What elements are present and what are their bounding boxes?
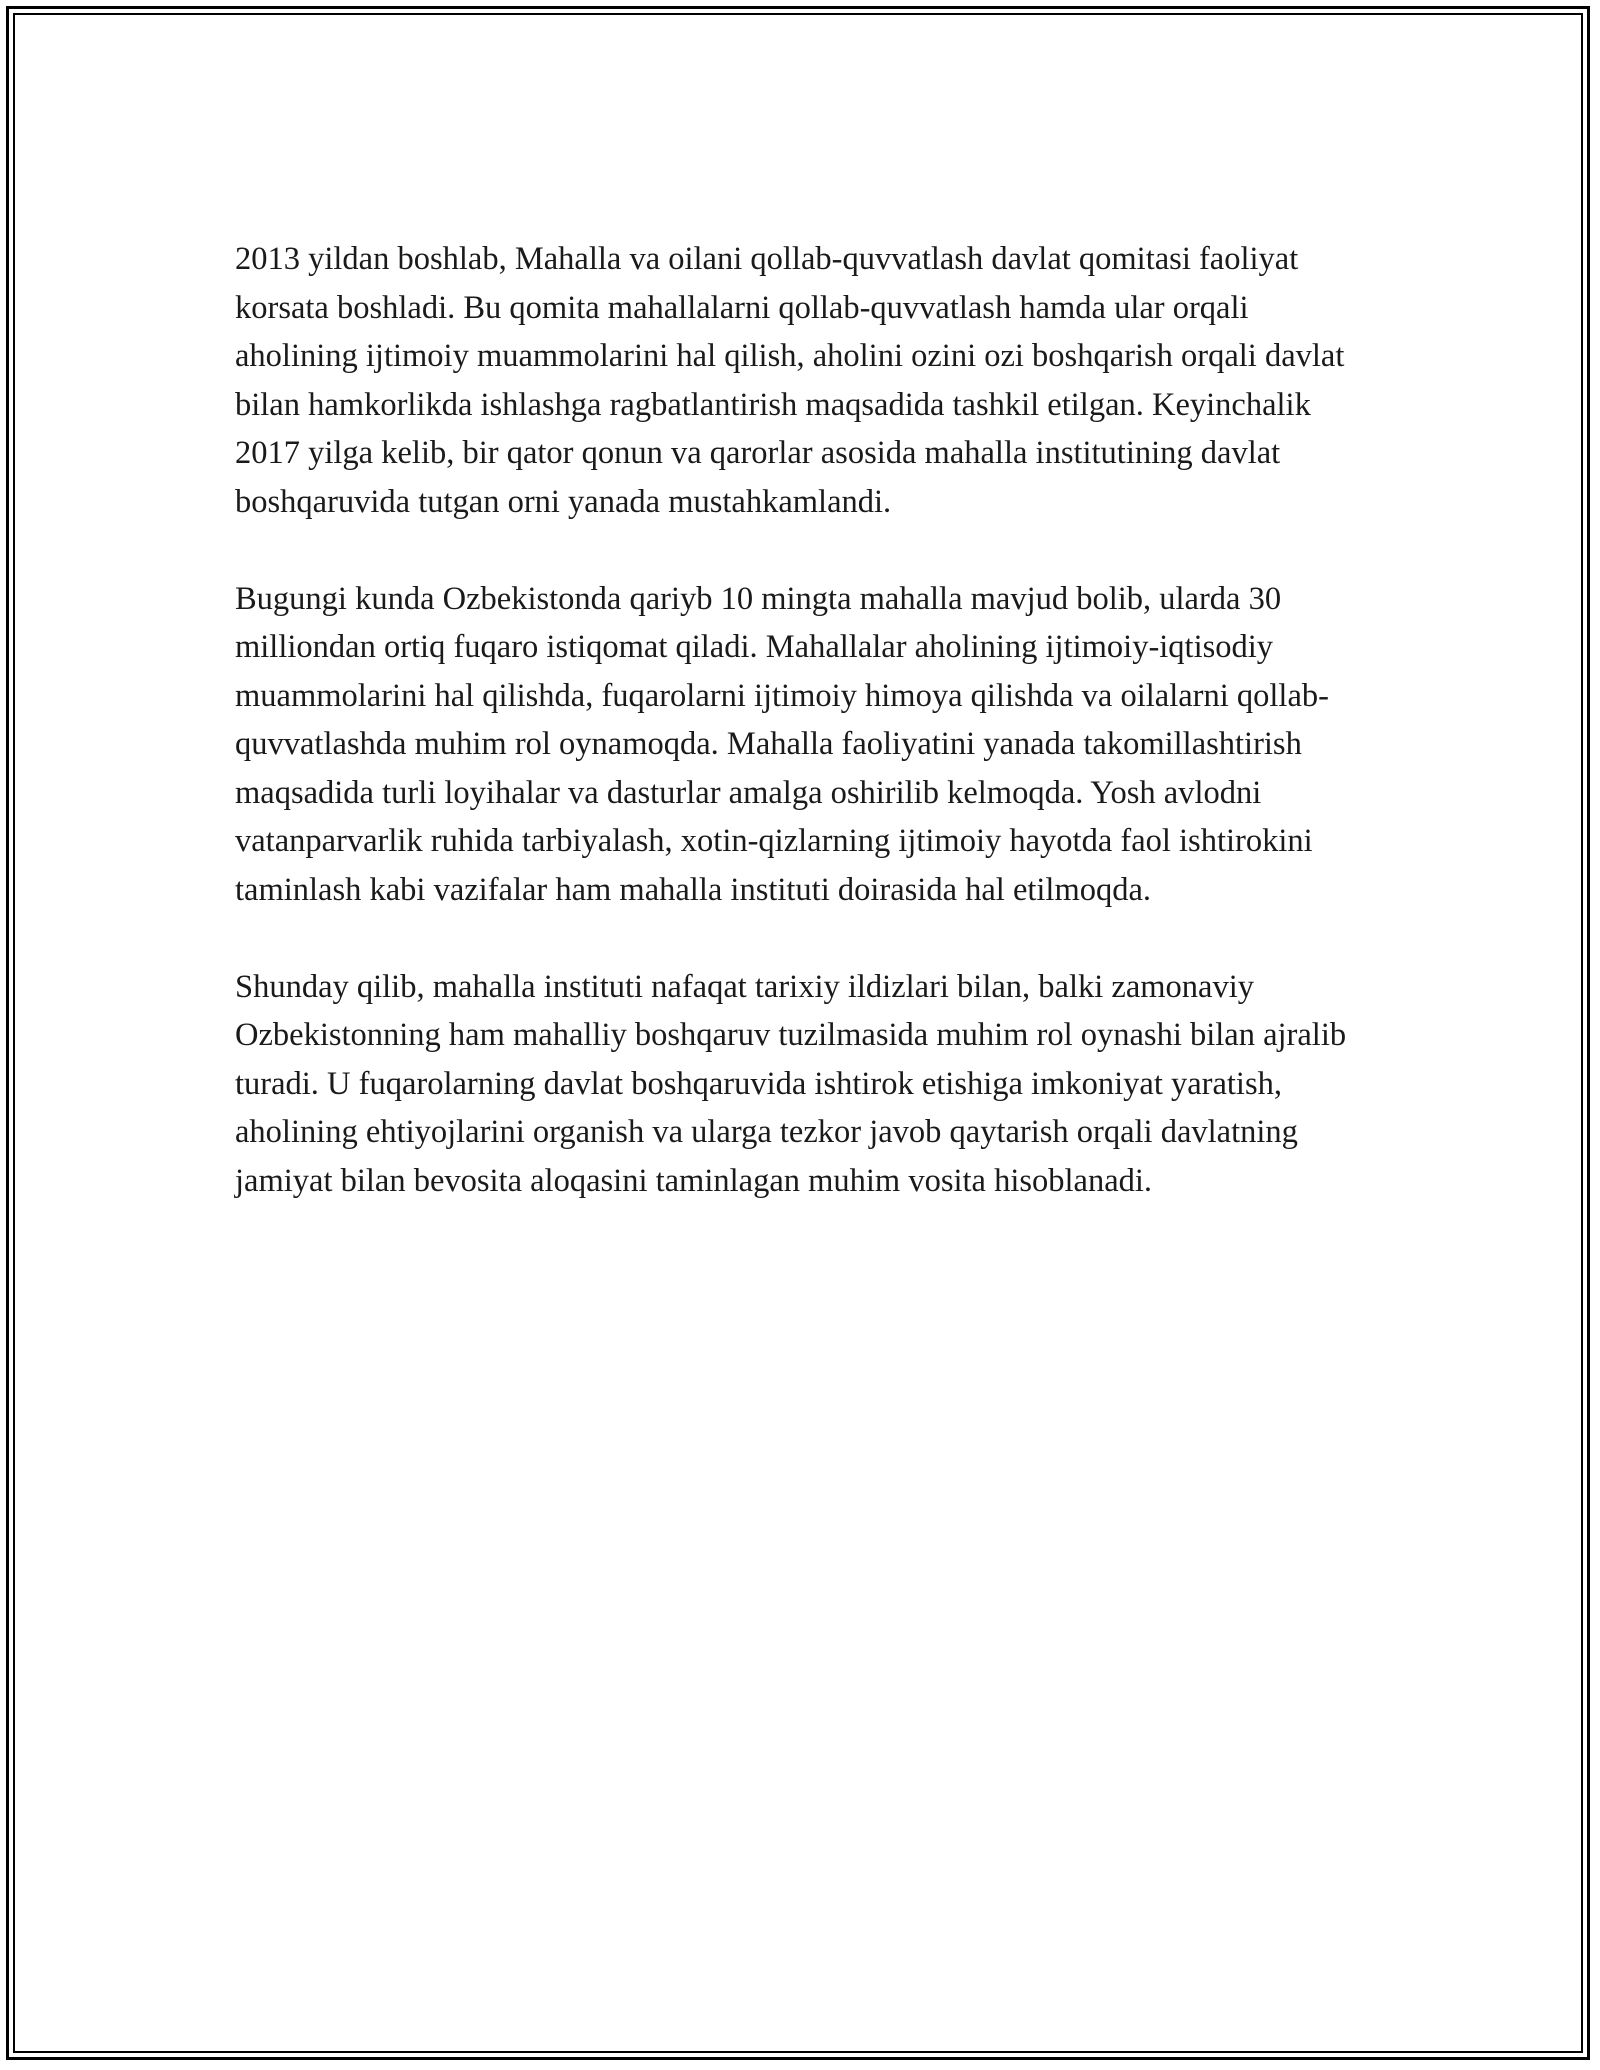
- document-body: [235, 235, 1375, 1205]
- paragraph-1: 2013 yildan boshlab, Mahalla va oilani qollab-quvvatlash davlat qomitasi faoliyat korsata boshladi. Bu qomita mahallalarni qollab-quvvatlash hamda ular orqali aholining ijtimoiy muammolarini hal qilish, aholini ozini ozi boshqarish orqali davlat bilan hamkorlikda ishlashga ragbatlantirish maqsadida tashkil etilgan. Keyinchalik 2017 yilga kelib, bir qator qonun va qarorlar asosida mahalla institutining davlat boshqaruvida tutgan orni yanada mustahkamlandi.: [235, 241, 1345, 520]
- paragraph-2: Bugungi kunda Ozbekistonda qariyb 10 mingta mahalla mavjud bolib, ularda 30 milliondan ortiq fuqaro istiqomat qiladi. Mahallalar aholining ijtimoiy-iqtisodiy muammolarini hal qilishda, fuqarolarni ijtimoiy himoya qilishda va oilalarni qollab-quvvatlashda muhim rol oynamoqda. Mahalla faoliyatini yanada takomillashtirish maqsadida turli loyihalar va dasturlar amalga oshirilib kelmoqda. Yosh avlodni vatanparvarlik ruhida tarbiyalash, xotin-qizlarning ijtimoiy hayotda faol ishtirokini taminlash kabi vazifalar ham mahalla instituti doirasida hal etilmoqda.: [235, 580, 1329, 908]
- paragraph-3: Shunday qilib, mahalla instituti nafaqat tarixiy ildizlari bilan, balki zamonaviy Ozbekistonning ham mahalliy boshqaruv tuzilmasida muhim rol oynashi bilan ajralib turadi. U fuqarolarning davlat boshqaruvida ishtirok etishiga imkoniyat yaratish, aholining ehtiyojlarini organish va ularga tezkor javob qaytarish orqali davlatning jamiyat bilan bevosita aloqasini taminlagan muhim vosita hisoblanadi.: [235, 968, 1347, 1199]
